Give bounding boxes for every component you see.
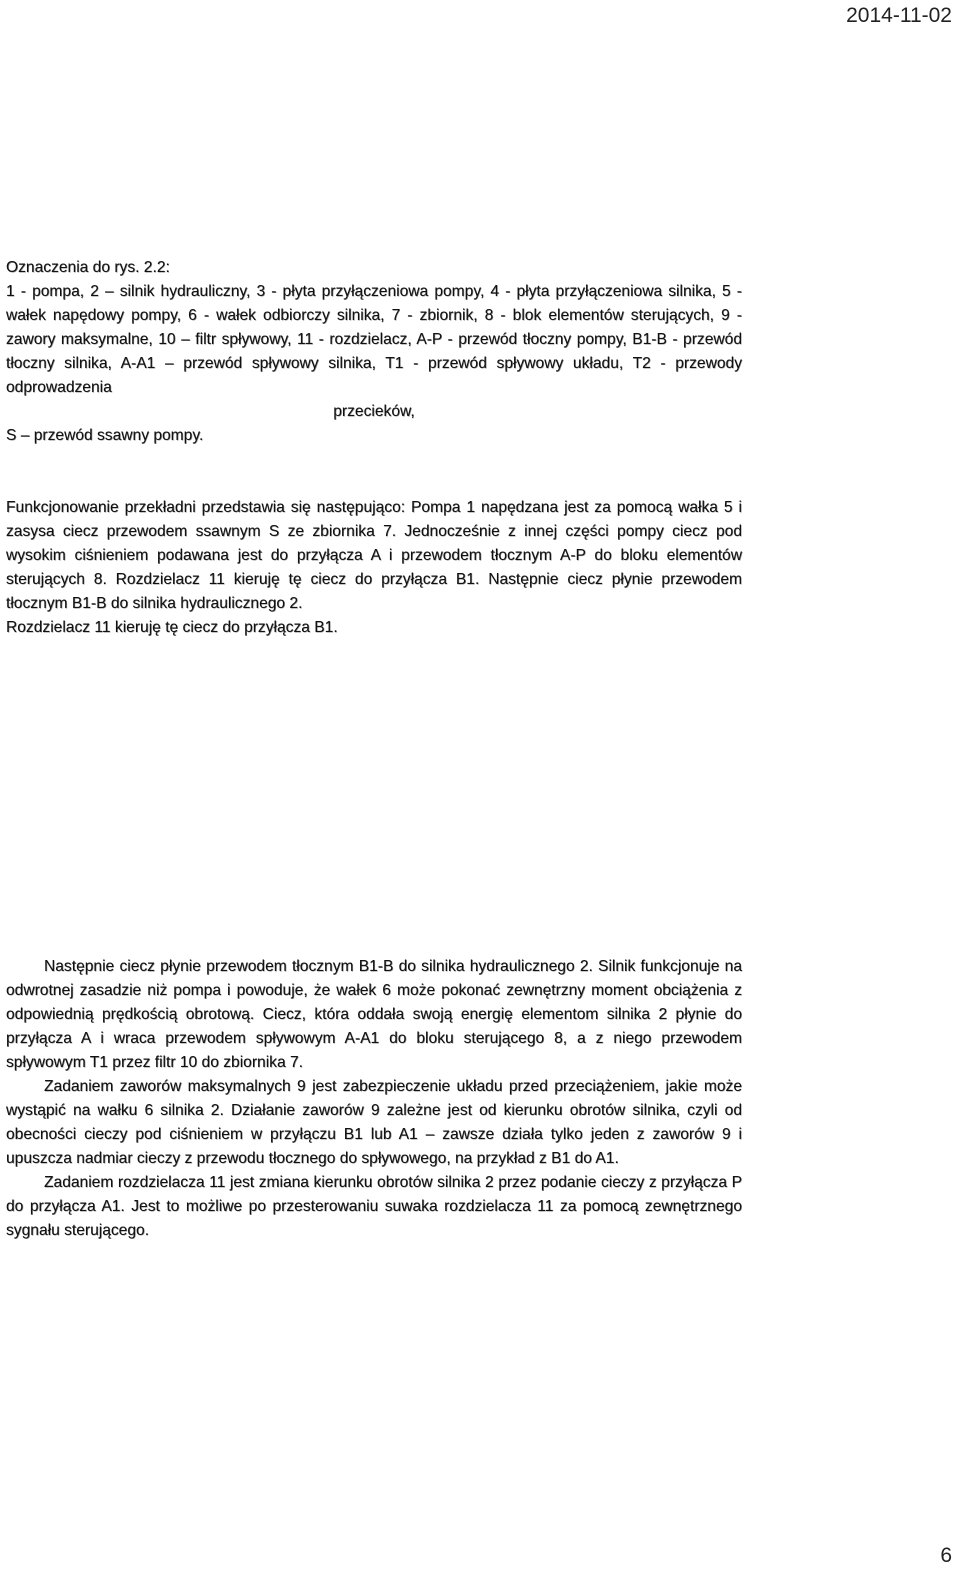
lower-paragraph-1: Następnie ciecz płynie przewodem tłocznym B1-B do silnika hydraulicznego 2. Silnik funkcjonuje na odwrotnej zasadzie niż pompa i powoduje, że wałek 6 może pokonać zewnętrzny moment obciążenia z odpowiednią prędkością obrotową. Ciecz, która oddała swoją energię elementom silnika 2 płynie do przyłącza A i wraca przewodem spływowym A-A1 do bloku sterującego 8, a z niego przewodem spływowym T1 przez filtr 10 do zbiornika 7.	[6, 958, 742, 1071]
page-number: 6	[940, 1544, 952, 1567]
function-last-line: Rozdzielacz 11 kieruję tę ciecz do przyłącza B1.	[6, 619, 338, 636]
page-date: 2014-11-02	[846, 4, 952, 27]
lower-paragraph-3: Zadaniem rozdzielacza 11 jest zmiana kierunku obrotów silnika 2 przez podanie cieczy z przyłącza P do przyłącza A1. Jest to możliwe po przesterowaniu suwaka rozdzielacza 11 za pomocą zewnętrznego sygnału sterującego.	[6, 1174, 742, 1239]
figure-legend	[6, 256, 742, 472]
legend-body-last: przecieków,	[333, 403, 415, 420]
function-description	[6, 496, 742, 640]
legend-title: Oznaczenia do rys. 2.2:	[6, 259, 170, 276]
legend-body: 1 - pompa, 2 – silnik hydrauliczny, 3 - płyta przyłączeniowa pompy, 4 - płyta przyłączeniowa silnika, 5 - wałek napędowy pompy, 6 - wałek odbiorczy silnika, 7 - zbiornik, 8 - blok elementów sterujących, 9 - zawory maksymalne, 10 – filtr spływowy, 11 - rozdzielacz, A-P - przewód tłoczny pompy, B1-B - przewód tłoczny silnika, A-A1 – przewód spływowy silnika, T1 - przewód spływowy układu, T2 - przewody odprowadzenia	[6, 283, 742, 396]
lower-paragraph-2: Zadaniem zaworów maksymalnych 9 jest zabezpieczenie układu przed przeciążeniem, jakie może wystąpić na wałku 6 silnika 2. Działanie zaworów 9 zależne jest od kierunku obrotów silnika, czyli od obecności cieczy pod ciśnieniem w przyłączu B1 lub A1 – zawsze działa tylko jeden z zaworów 9 i upuszcza nadmiar cieczy z przewodu tłocznego do spływowego, na przykład z B1 do A1.	[6, 1078, 742, 1167]
lower-text	[6, 955, 742, 1243]
function-paragraph: Funkcjonowanie przekładni przedstawia się następująco: Pompa 1 napędzana jest za pomocą wałka 5 i zasysa ciecz przewodem ssawnym S ze zbiornika 7. Jednocześnie z innej części pompy ciecz pod wysokim ciśnieniem podawana jest do przyłącza A i przewodem tłocznym A-P do bloku elementów sterujących 8. Rozdzielacz 11 kieruję tę ciecz do przyłącza B1. Następnie ciecz płynie przewodem tłocznym B1-B do silnika hydraulicznego 2.	[6, 499, 742, 612]
legend-line-s: S – przewód ssawny pompy.	[6, 427, 204, 444]
